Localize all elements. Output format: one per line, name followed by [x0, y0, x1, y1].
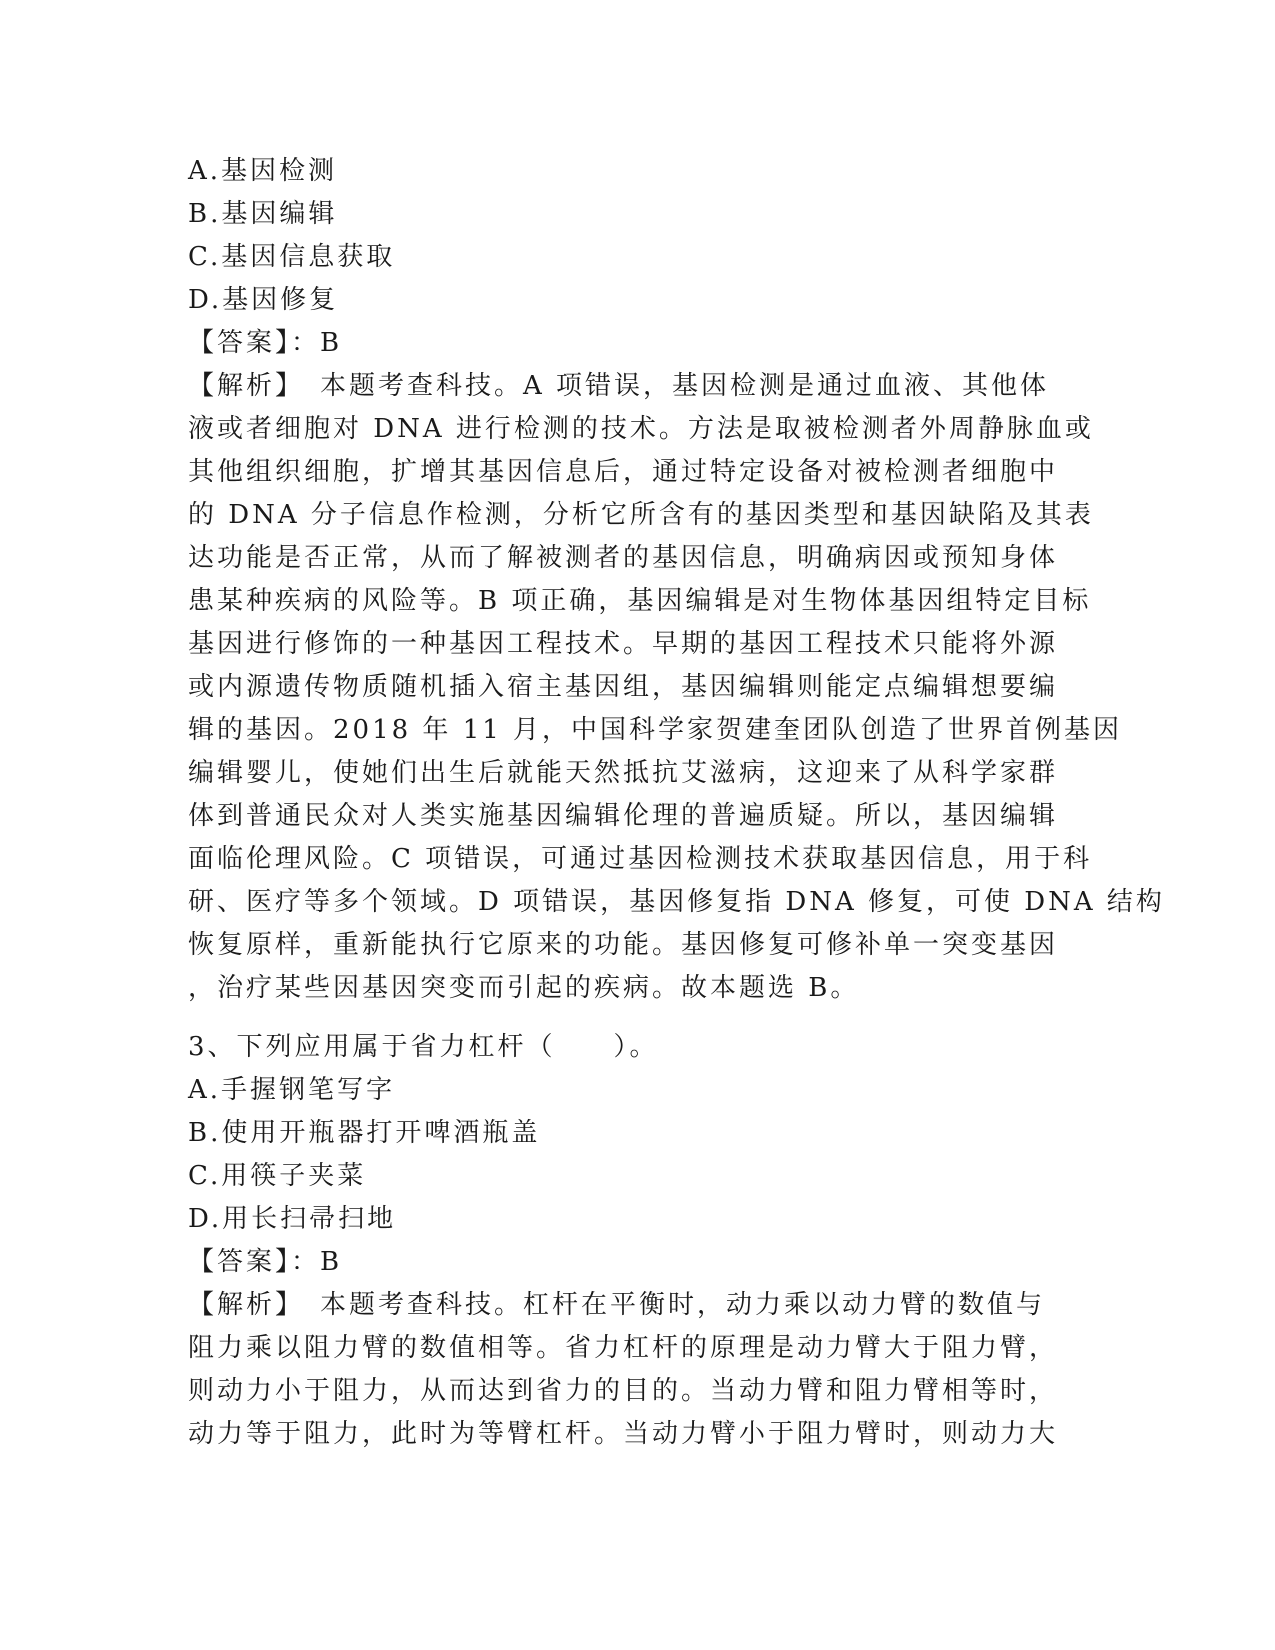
analysis-line: 动力等于阻力，此时为等臂杠杆。当动力臂小于阻力臂时，则动力大 — [188, 1419, 1059, 1449]
q3-option-d: D.用长扫帚扫地 — [188, 1204, 397, 1234]
q2-answer: 【答案】：B — [188, 328, 343, 358]
analysis-line: 达功能是否正常，从而了解被测者的基因信息，明确病因或预知身体 — [188, 543, 1059, 573]
q2-option-a: A.基因检测 — [188, 156, 338, 186]
analysis-line: 阻力乘以阻力臂的数值相等。省力杠杆的原理是动力臂大于阻力臂， — [188, 1333, 1059, 1363]
q3-question: 3、下列应用属于省力杠杆（ ）。 — [188, 1032, 659, 1062]
question-spacer — [188, 1010, 1088, 1026]
analysis-line: 患某种疾病的风险等。B 项正确，基因编辑是对生物体基因组特定目标 — [188, 586, 1092, 616]
analysis-line: 编辑婴儿，使她们出生后就能天然抵抗艾滋病，这迎来了从科学家群 — [188, 758, 1059, 788]
q3-option-a: A.手握钢笔写字 — [188, 1075, 396, 1105]
analysis-line: 液或者细胞对 DNA 进行检测的技术。方法是取被检测者外周静脉血或 — [188, 414, 1094, 444]
analysis-line: 基因进行修饰的一种基因工程技术。早期的基因工程技术只能将外源 — [188, 629, 1059, 659]
analysis-line: 面临伦理风险。C 项错误，可通过基因检测技术获取基因信息，用于科 — [188, 844, 1093, 874]
q2-option-d: D.基因修复 — [188, 285, 339, 315]
q3-analysis — [188, 1284, 1088, 1456]
q3-answer: 【答案】：B — [188, 1247, 343, 1277]
analysis-line: 或内源遗传物质随机插入宿主基因组，基因编辑则能定点编辑想要编 — [188, 672, 1059, 702]
q2-analysis — [188, 365, 1165, 1010]
analysis-line: 恢复原样，重新能执行它原来的功能。基因修复可修补单一突变基因 — [188, 930, 1059, 960]
analysis-line: ，治疗某些因基因突变而引起的疾病。故本题选 B。 — [188, 973, 860, 1003]
analysis-line: 辑的基因。2018 年 11 月，中国科学家贺建奎团队创造了世界首例基因 — [188, 715, 1123, 745]
analysis-line: 则动力小于阻力，从而达到省力的目的。当动力臂和阻力臂相等时， — [188, 1376, 1059, 1406]
q3-option-c: C.用筷子夹菜 — [188, 1161, 367, 1191]
q3-option-b: B.使用开瓶器打开啤酒瓶盖 — [188, 1118, 541, 1148]
page-content — [188, 150, 1165, 1456]
analysis-line: 体到普通民众对人类实施基因编辑伦理的普遍质疑。所以，基因编辑 — [188, 801, 1059, 831]
analysis-line: 【解析】 本题考查科技。杠杆在平衡时，动力乘以动力臂的数值与 — [188, 1290, 1046, 1320]
q2-option-c: C.基因信息获取 — [188, 242, 396, 272]
analysis-line: 其他组织细胞，扩增其基因信息后，通过特定设备对被检测者细胞中 — [188, 457, 1059, 487]
analysis-line: 【解析】 本题考查科技。A 项错误，基因检测是通过血液、其他体 — [188, 371, 1050, 401]
q2-option-b: B.基因编辑 — [188, 199, 338, 229]
analysis-line: 的 DNA 分子信息作检测，分析它所含有的基因类型和基因缺陷及其表 — [188, 500, 1094, 530]
analysis-line: 研、医疗等多个领域。D 项错误，基因修复指 DNA 修复，可使 DNA 结构 — [188, 887, 1165, 917]
